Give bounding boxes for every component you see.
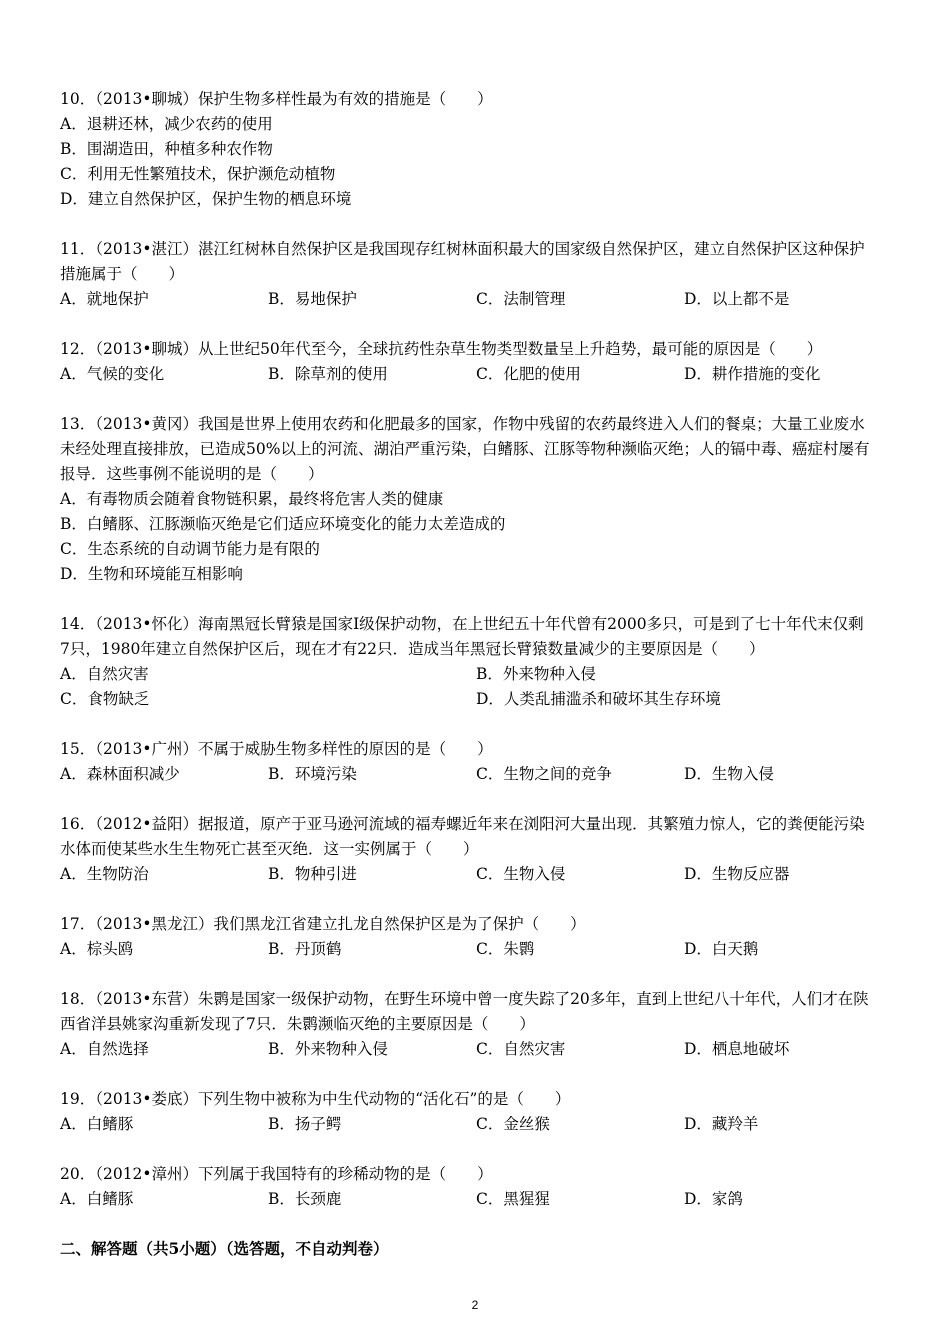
question-14 bbox=[60, 612, 895, 712]
option-c: C．朱鹮 bbox=[476, 940, 535, 958]
question-12 bbox=[60, 337, 895, 387]
question-stem: 12．（2013•聊城）从上世纪50年代至今，全球抗药性杂草生物类型数量呈上升趋势，最可能的原因是（ ） bbox=[60, 340, 823, 358]
option-b: B．外来物种入侵 bbox=[268, 1040, 388, 1058]
option-c: C．利用无性繁殖技术，保护濒危动植物 bbox=[60, 165, 336, 183]
page-number: 2 bbox=[471, 1298, 479, 1312]
options-row bbox=[60, 362, 895, 387]
question-stem: 11．（2013•湛江）湛江红树林自然保护区是我国现存红树林面积最大的国家级自然保护区，建立自然保护区这种保护 bbox=[60, 240, 865, 258]
options-row bbox=[60, 762, 895, 787]
question-16 bbox=[60, 812, 895, 887]
section-heading: 二、解答题（共5小题）（选答题，不自动判卷） bbox=[60, 1239, 389, 1258]
option-b: B．扬子鳄 bbox=[268, 1115, 342, 1133]
option-c: C．生物之间的竞争 bbox=[476, 765, 612, 783]
option-d: D．以上都不是 bbox=[684, 290, 790, 308]
question-stem: 15．（2013•广州）不属于威胁生物多样性的原因的是（ ） bbox=[60, 740, 493, 758]
question-stem: 10．（2013•聊城）保护生物多样性最为有效的措施是（ ） bbox=[60, 90, 493, 108]
option-c: C．生态系统的自动调节能力是有限的 bbox=[60, 540, 320, 558]
question-stem: 20．（2012•漳州）下列属于我国特有的珍稀动物的是（ ） bbox=[60, 1165, 493, 1183]
option-d: D．生物反应器 bbox=[684, 865, 790, 883]
option-c: C．化肥的使用 bbox=[476, 365, 581, 383]
option-c: C．法制管理 bbox=[476, 290, 566, 308]
option-d: D．耕作措施的变化 bbox=[684, 365, 821, 383]
question-stem: 13．（2013•黄冈）我国是世界上使用农药和化肥最多的国家，作物中残留的农药最终进入人们的餐桌；大量工业废水 bbox=[60, 415, 865, 433]
option-b: B．易地保护 bbox=[268, 290, 357, 308]
question-17 bbox=[60, 912, 895, 962]
option-b: B．除草剂的使用 bbox=[268, 365, 388, 383]
option-d: D．建立自然保护区，保护生物的栖息环境 bbox=[60, 190, 352, 208]
options-row bbox=[60, 862, 895, 887]
option-b: B．围湖造田，种植多种农作物 bbox=[60, 140, 273, 158]
option-d: D．人类乱捕滥杀和破坏其生存环境 bbox=[476, 690, 721, 708]
option-d: D．栖息地破坏 bbox=[684, 1040, 790, 1058]
option-a: A．白鳍豚 bbox=[60, 1115, 134, 1133]
option-d: D．家鸽 bbox=[684, 1190, 743, 1208]
option-c: C．自然灾害 bbox=[476, 1040, 566, 1058]
option-a: A．棕头鸥 bbox=[60, 940, 134, 958]
option-b: B．白鳍豚、江豚濒临灭绝是它们适应环境变化的能力太差造成的 bbox=[60, 515, 506, 533]
option-d: D．生物和环境能互相影响 bbox=[60, 565, 243, 583]
option-b: B．丹顶鹤 bbox=[268, 940, 342, 958]
question-stem: 7只，1980年建立自然保护区后，现在才有22只．造成当年黑冠长臂猿数量减少的主要原因是（ ） bbox=[60, 640, 765, 658]
options-row bbox=[60, 1187, 895, 1212]
question-stem: 西省洋县姚家沟重新发现了7只．朱鹮濒临灭绝的主要原因是（ ） bbox=[60, 1015, 535, 1033]
question-stem: 未经处理直接排放，已造成50%以上的河流、湖泊严重污染，白鳍豚、江豚等物种濒临灭绝；人的镉中毒、癌症村屡有 bbox=[60, 440, 870, 458]
option-b: B．物种引进 bbox=[268, 865, 357, 883]
question-stem: 水体而使某些水生生物死亡甚至灭绝．这一实例属于（ ） bbox=[60, 840, 479, 858]
option-a: A．白鳍豚 bbox=[60, 1190, 134, 1208]
question-stem: 17．（2013•黑龙江）我们黑龙江省建立扎龙自然保护区是为了保护（ ） bbox=[60, 915, 586, 933]
question-20 bbox=[60, 1162, 895, 1212]
option-b: B．环境污染 bbox=[268, 765, 357, 783]
question-stem: 18．（2013•东营）朱鹮是国家一级保护动物，在野生环境中曾一度失踪了20多年，直到上世纪八十年代，人们才在陕 bbox=[60, 990, 869, 1008]
options-row bbox=[60, 687, 895, 712]
question-stem: 19．（2013•娄底）下列生物中被称为中生代动物的“活化石”的是（ ） bbox=[60, 1090, 571, 1108]
options-row bbox=[60, 662, 895, 687]
options-row bbox=[60, 937, 895, 962]
question-13 bbox=[60, 412, 895, 587]
question-stem: 14．（2013•怀化）海南黑冠长臂猿是国家Ⅰ级保护动物，在上世纪五十年代曾有2000多只，可是到了七十年代末仅剩 bbox=[60, 615, 864, 633]
question-19 bbox=[60, 1087, 895, 1137]
question-15 bbox=[60, 737, 895, 787]
option-c: C．黑猩猩 bbox=[476, 1190, 550, 1208]
options-row bbox=[60, 287, 895, 312]
question-stem: 报导．这些事例不能说明的是（ ） bbox=[60, 465, 324, 483]
option-a: A．有毒物质会随着食物链积累，最终将危害人类的健康 bbox=[60, 490, 444, 508]
option-d: D．生物入侵 bbox=[684, 765, 774, 783]
option-a: A．生物防治 bbox=[60, 865, 149, 883]
option-d: D．白天鹅 bbox=[684, 940, 759, 958]
option-a: A．自然选择 bbox=[60, 1040, 149, 1058]
option-a: A．气候的变化 bbox=[60, 365, 165, 383]
question-18 bbox=[60, 987, 895, 1062]
question-10 bbox=[60, 87, 895, 212]
question-11 bbox=[60, 237, 895, 312]
question-stem: 16．（2012•益阳）据报道，原产于亚马逊河流域的福寿螺近年来在浏阳河大量出现．其繁殖力惊人，它的粪便能污染 bbox=[60, 815, 865, 833]
option-d: D．藏羚羊 bbox=[684, 1115, 759, 1133]
option-b: B．长颈鹿 bbox=[268, 1190, 342, 1208]
option-c: C．金丝猴 bbox=[476, 1115, 550, 1133]
option-b: B．外来物种入侵 bbox=[476, 665, 596, 683]
option-c: C．食物缺乏 bbox=[60, 690, 150, 708]
option-a: A．退耕还林，减少农药的使用 bbox=[60, 115, 273, 133]
question-stem: 措施属于（ ） bbox=[60, 265, 185, 283]
options-row bbox=[60, 1112, 895, 1137]
option-a: A．森林面积减少 bbox=[60, 765, 180, 783]
option-a: A．就地保护 bbox=[60, 290, 149, 308]
option-a: A．自然灾害 bbox=[60, 665, 149, 683]
options-row bbox=[60, 1037, 895, 1062]
option-c: C．生物入侵 bbox=[476, 865, 566, 883]
